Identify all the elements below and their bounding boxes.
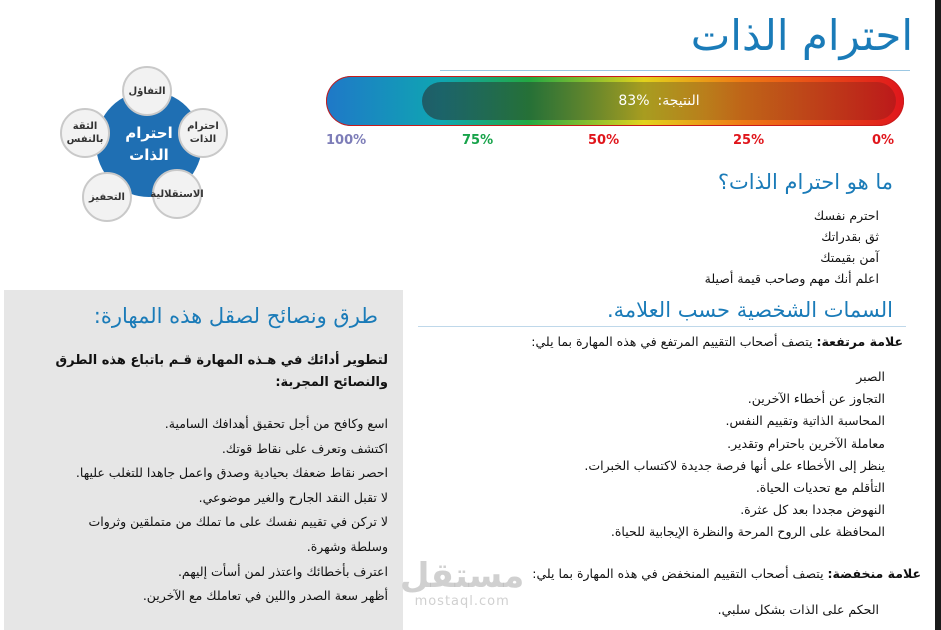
- list-item: الحكم على الذات بشكل سلبي.: [717, 602, 879, 617]
- list-item: وسلطة وشهرة.: [306, 538, 388, 554]
- diagram-node-self-respect: احترام الذات: [178, 108, 228, 158]
- list-item: التأقلم مع تحديات الحياة.: [755, 480, 885, 496]
- list-item: اكتشف وتعرف على نقاط قوتك.: [221, 440, 388, 456]
- title-underline: [440, 70, 910, 71]
- diagram-center: احترام الذات: [96, 91, 202, 197]
- tips-list: [8, 412, 388, 609]
- diagram-node-self-confidence: الثقة بالنفس: [60, 108, 110, 158]
- diagram-node-independence: الاستقلالية: [152, 169, 202, 219]
- score-indicator: [422, 82, 896, 120]
- low-score-text: يتصف أصحاب التقييم المنخفض في هذه المهارة بما يلي:: [532, 566, 828, 581]
- diagram-node-motivation: التحفيز: [82, 172, 132, 222]
- list-item: اسع وكافح من أجل تحقيق أهدافك السامية.: [164, 416, 388, 431]
- low-score-label: علامة منخفضة:: [827, 566, 921, 581]
- watermark: [400, 558, 524, 609]
- list-item: آمن بقيمتك: [820, 250, 879, 265]
- list-item: ثق بقدراتك: [821, 229, 879, 244]
- tick-75: 75%: [462, 133, 494, 148]
- list-item: ينظر إلى الأخطاء على أنها فرصة جديدة لاكتساب الخبرات.: [584, 457, 885, 473]
- tips-panel: [4, 290, 403, 630]
- list-item: معاملة الآخرين باحترام وتقدير.: [727, 435, 885, 451]
- high-traits-list: [584, 366, 885, 544]
- traits-divider: [418, 326, 906, 327]
- traits-title: السمات الشخصية حسب العلامة.: [606, 298, 893, 322]
- high-score-text: يتصف أصحاب التقييم المرتفع في هذه المهارة بما يلي:: [531, 334, 817, 349]
- low-score-line: [532, 566, 921, 581]
- list-item: احترم نفسك: [813, 208, 879, 223]
- self-esteem-diagram: [56, 66, 246, 226]
- score-value: 83%: [618, 93, 650, 109]
- tips-intro: لتطوير أدائك في هـذه المهارة قـم باتباع هذه الطرق والنصائح المجربة:: [55, 353, 388, 390]
- list-item: أظهر سعة الصدر واللين في تعاملك مع الآخرين.: [142, 588, 388, 604]
- score-label: النتيجة:: [657, 93, 700, 109]
- tick-100: 100%: [326, 133, 367, 148]
- watermark-logo: مستقل: [400, 556, 525, 596]
- high-score-label: علامة مرتفعة:: [816, 334, 903, 349]
- list-item: المحاسبة الذاتية وتقييم النفس.: [725, 413, 885, 429]
- watermark-url: mostaql.com: [414, 594, 510, 609]
- what-is-list: [705, 205, 879, 289]
- page-edge-bar: [935, 0, 941, 630]
- list-item: الصبر: [856, 369, 885, 384]
- list-item: احصر نقاط ضعفك بحيادية وصدق واعمل جاهدا للتغلب عليها.: [75, 465, 388, 481]
- list-item: لا تقبل النقد الجارح والغير موضوعي.: [198, 489, 388, 505]
- list-item: التجاوز عن أخطاء الآخرين.: [747, 391, 885, 407]
- tick-25: 25%: [733, 133, 765, 148]
- tick-50: 50%: [588, 133, 620, 148]
- list-item: اعترف بأخطائك واعتذر لمن أسأت إليهم.: [177, 563, 388, 579]
- list-item: اعلم أنك مهم وصاحب قيمة أصيلة: [704, 271, 879, 286]
- list-item: المحافظة على الروح المرحة والنظرة الإيجابية للحياة.: [610, 524, 885, 540]
- page-title: احترام الذات: [690, 11, 913, 60]
- tips-title: طرق ونصائح لصقل هذه المهارة:: [93, 304, 378, 328]
- list-item: لا تركن في تقييم نفسك على ما تملك من متملقين وثروات: [88, 514, 388, 530]
- tick-0: 0%: [872, 133, 895, 148]
- list-item: النهوض مجددا بعد كل عثرة.: [740, 502, 885, 518]
- high-score-line: [531, 334, 903, 349]
- what-is-title: ما هو احترام الذات؟: [717, 170, 893, 194]
- low-traits-list: [718, 600, 879, 620]
- diagram-node-optimism: التفاؤل: [122, 66, 172, 116]
